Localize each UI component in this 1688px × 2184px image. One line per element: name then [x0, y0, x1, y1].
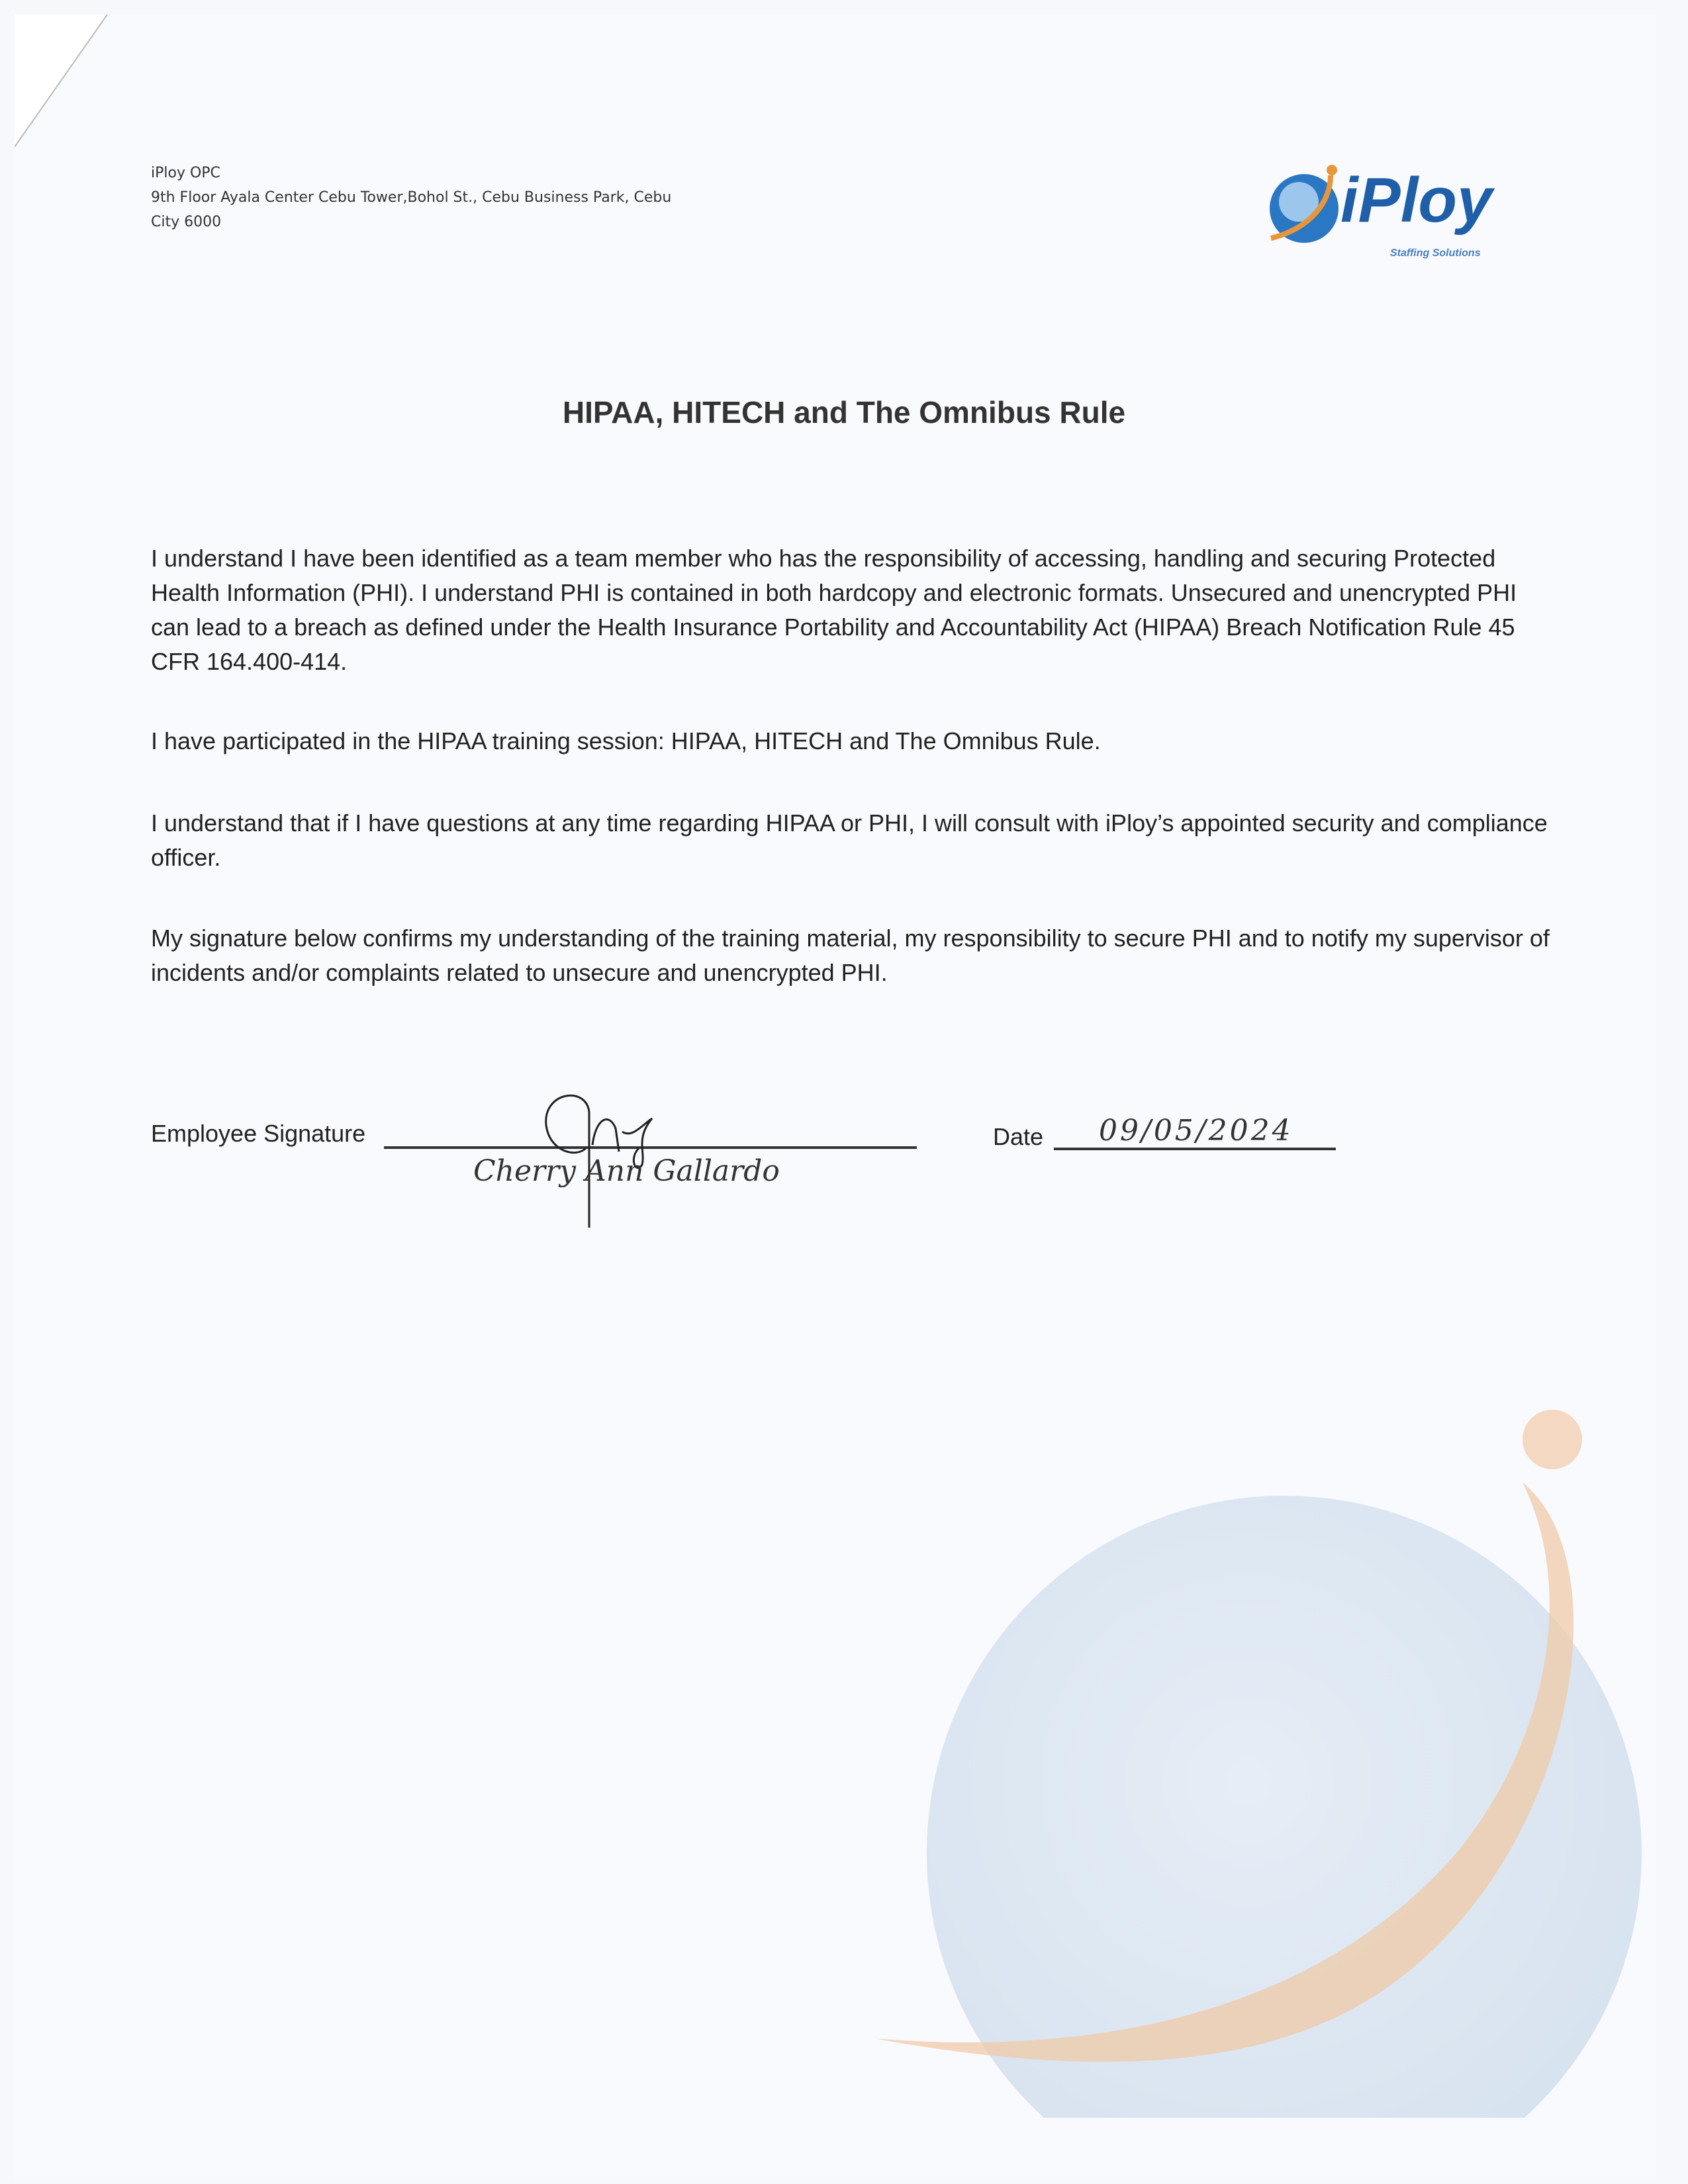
- company-name: iPloy OPC: [151, 165, 220, 181]
- company-address-line1: 9th Floor Ayala Center Cebu Tower,Bohol St., Cebu Business Park, Cebu: [151, 189, 672, 206]
- paragraph-confirmation: My signature below confirms my understanding of the training material, my responsibility to secure PHI and to notify my supervisor of incidents and/or complaints related to unsecure and unencrypted PHI.: [151, 925, 1550, 986]
- paragraph-training: I have participated in the HIPAA training session: HIPAA, HITECH and The Omnibus Rule.: [151, 727, 1101, 754]
- logo-brand: iPloy: [1340, 165, 1493, 236]
- paragraph-responsibility: I understand I have been identified as a team member who has the responsibility of accessing, handling and securing Protected Health Information (PHI). I understand PHI is contained in both hardcopy and electronic formats. Unsecured and unencrypted PHI can lead to a breach as defined under the Health Insurance Portability and Accountability Act (HIPAA) Breach Notification Rule 45 CFR 164.400-414.: [151, 545, 1517, 675]
- globe-watermark: [861, 1390, 1655, 2118]
- date-value: 09/05/2024: [1099, 1114, 1293, 1148]
- paragraph-questions: I understand that if I have questions at any time regarding HIPAA or PHI, I will consult with iPloy’s appointed security and compliance officer.: [151, 809, 1548, 871]
- employee-signature-label: Employee Signature: [151, 1120, 366, 1147]
- iploy-logo: [1258, 162, 1523, 268]
- date-label: Date: [993, 1123, 1044, 1150]
- document-title: HIPAA, HITECH and The Omnibus Rule: [562, 395, 1126, 430]
- globe-logo-icon: [1258, 162, 1350, 255]
- company-address-line2: City 6000: [151, 214, 222, 230]
- date-line: [1054, 1148, 1336, 1150]
- logo-tagline: Staffing Solutions: [1390, 248, 1481, 259]
- folded-corner: [15, 15, 147, 160]
- printed-name: Cherry Ann Gallardo: [473, 1154, 780, 1188]
